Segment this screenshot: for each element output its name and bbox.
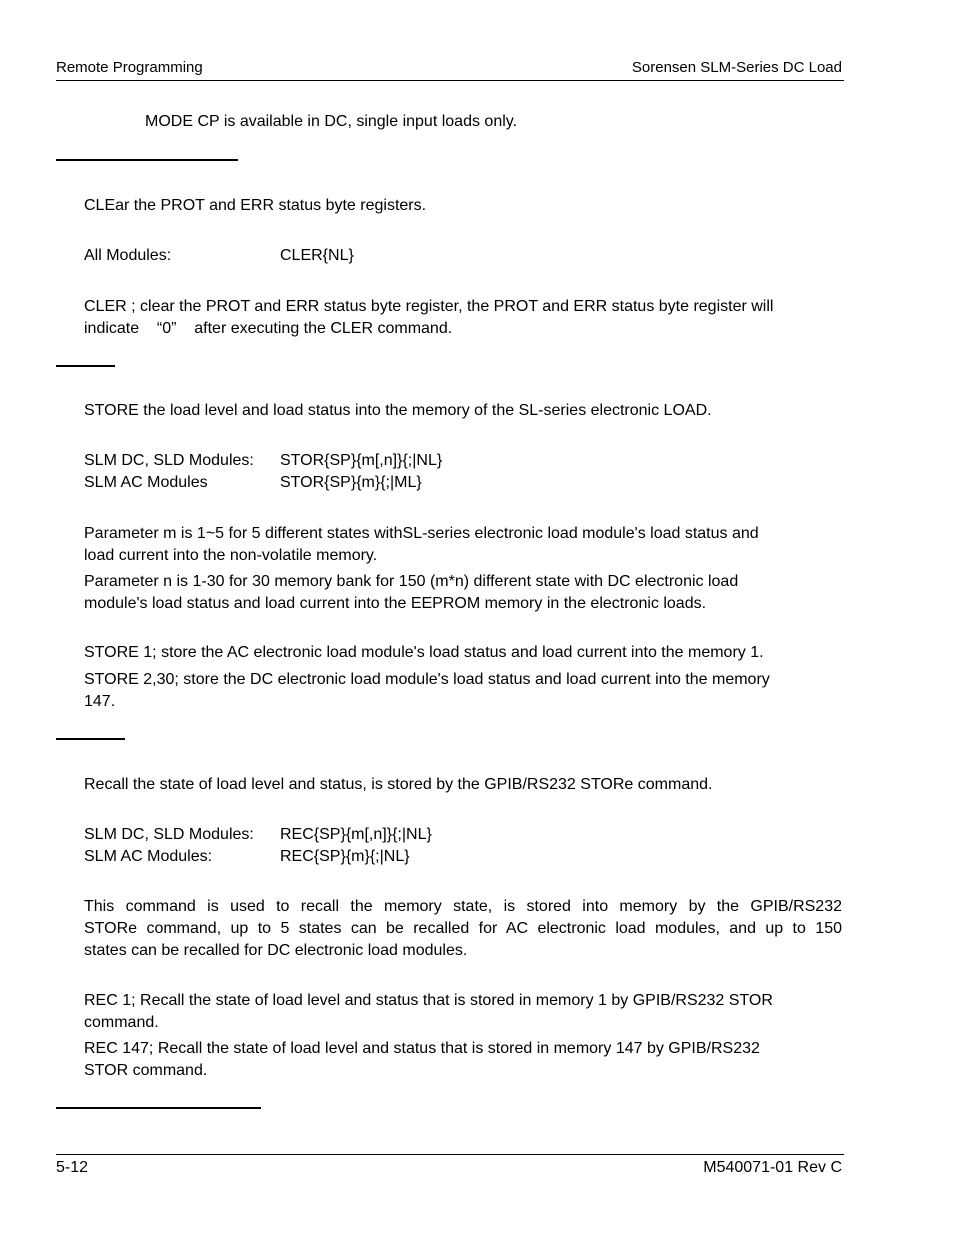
footer-page-number: 5-12 — [56, 1159, 89, 1176]
store-syntax-dc-label: SLM DC, SLD Modules: — [84, 452, 254, 469]
recall-syntax-dc-label: SLM DC, SLD Modules: — [84, 826, 254, 843]
cler-syntax-value: CLER{NL} — [280, 247, 354, 264]
recall-explanation-line: STORe command, up to 5 states can be recalled for AC electronic load modules, and up to 150 — [84, 920, 842, 937]
header-left: Remote Programming — [56, 59, 203, 76]
cler-example — [84, 296, 842, 340]
section-rule-store — [56, 365, 115, 367]
footer-doc-id: M540071-01 Rev C — [703, 1159, 842, 1176]
recall-example-2-line: REC 147; Recall the state of load level and status that is stored in memory 147 by GPIB/RS232 — [84, 1040, 760, 1057]
store-example-1: STORE 1; store the AC electronic load module's load status and load current into the memory 1. — [84, 644, 764, 661]
store-param-m-line: load current into the non-volatile memory. — [84, 547, 378, 564]
store-syntax-ac-label: SLM AC Modules — [84, 474, 208, 491]
recall-example-1 — [84, 990, 842, 1034]
store-param-n-line: Parameter n is 1-30 for 30 memory bank for 150 (m*n) different state with DC electronic load — [84, 573, 739, 590]
recall-explanation-line: This command is used to recall the memory state, is stored into memory by the GPIB/RS232 — [84, 898, 842, 915]
recall-syntax-ac-value: REC{SP}{m}{;|NL} — [280, 848, 410, 865]
footer-rule — [56, 1154, 844, 1155]
store-example-2-line: STORE 2,30; store the DC electronic load module's load status and load current into the memory — [84, 671, 770, 688]
mode-cp-note: MODE CP is available in DC, single input loads only. — [145, 113, 518, 130]
recall-syntax-dc-value: REC{SP}{m[,n]}{;|NL} — [280, 826, 432, 843]
recall-example-1-line: REC 1; Recall the state of load level and status that is stored in memory 1 by GPIB/RS232 STOR — [84, 992, 773, 1009]
section-rule-next — [56, 1107, 261, 1109]
recall-explanation-line: states can be recalled for DC electronic load modules. — [84, 942, 468, 959]
store-syntax-ac-value: STOR{SP}{m}{;|ML} — [280, 474, 422, 491]
header-right: Sorensen SLM-Series DC Load — [631, 59, 842, 76]
section-rule-recall — [56, 738, 125, 740]
store-param-m — [84, 523, 842, 567]
recall-syntax-ac-label: SLM AC Modules: — [84, 848, 213, 865]
store-param-m-line: Parameter m is 1~5 for 5 different states withSL-series electronic load module's load status and — [84, 525, 759, 542]
recall-example-2 — [84, 1038, 842, 1082]
store-example-2 — [84, 669, 842, 713]
cler-example-line: CLER ; clear the PROT and ERR status byte register, the PROT and ERR status byte register will — [84, 298, 774, 315]
recall-description: Recall the state of load level and status, is stored by the GPIB/RS232 STORe command. — [84, 776, 713, 793]
recall-explanation — [84, 896, 842, 962]
header-rule — [56, 80, 844, 81]
store-example-2-line: 147. — [84, 693, 116, 710]
store-description: STORE the load level and load status into the memory of the SL-series electronic LOAD. — [84, 402, 712, 419]
cler-syntax-label: All Modules: — [84, 247, 172, 264]
store-syntax-dc-value: STOR{SP}{m[,n]}{;|NL} — [280, 452, 443, 469]
store-param-n — [84, 571, 842, 615]
cler-description: CLEar the PROT and ERR status byte registers. — [84, 197, 427, 214]
section-rule-cler — [56, 159, 238, 161]
recall-example-2-line: STOR command. — [84, 1062, 208, 1079]
recall-example-1-line: command. — [84, 1014, 159, 1031]
store-param-n-line: module's load status and load current into the EEPROM memory in the electronic loads. — [84, 595, 707, 612]
cler-example-line: indicate “0” after executing the CLER command. — [84, 320, 453, 337]
